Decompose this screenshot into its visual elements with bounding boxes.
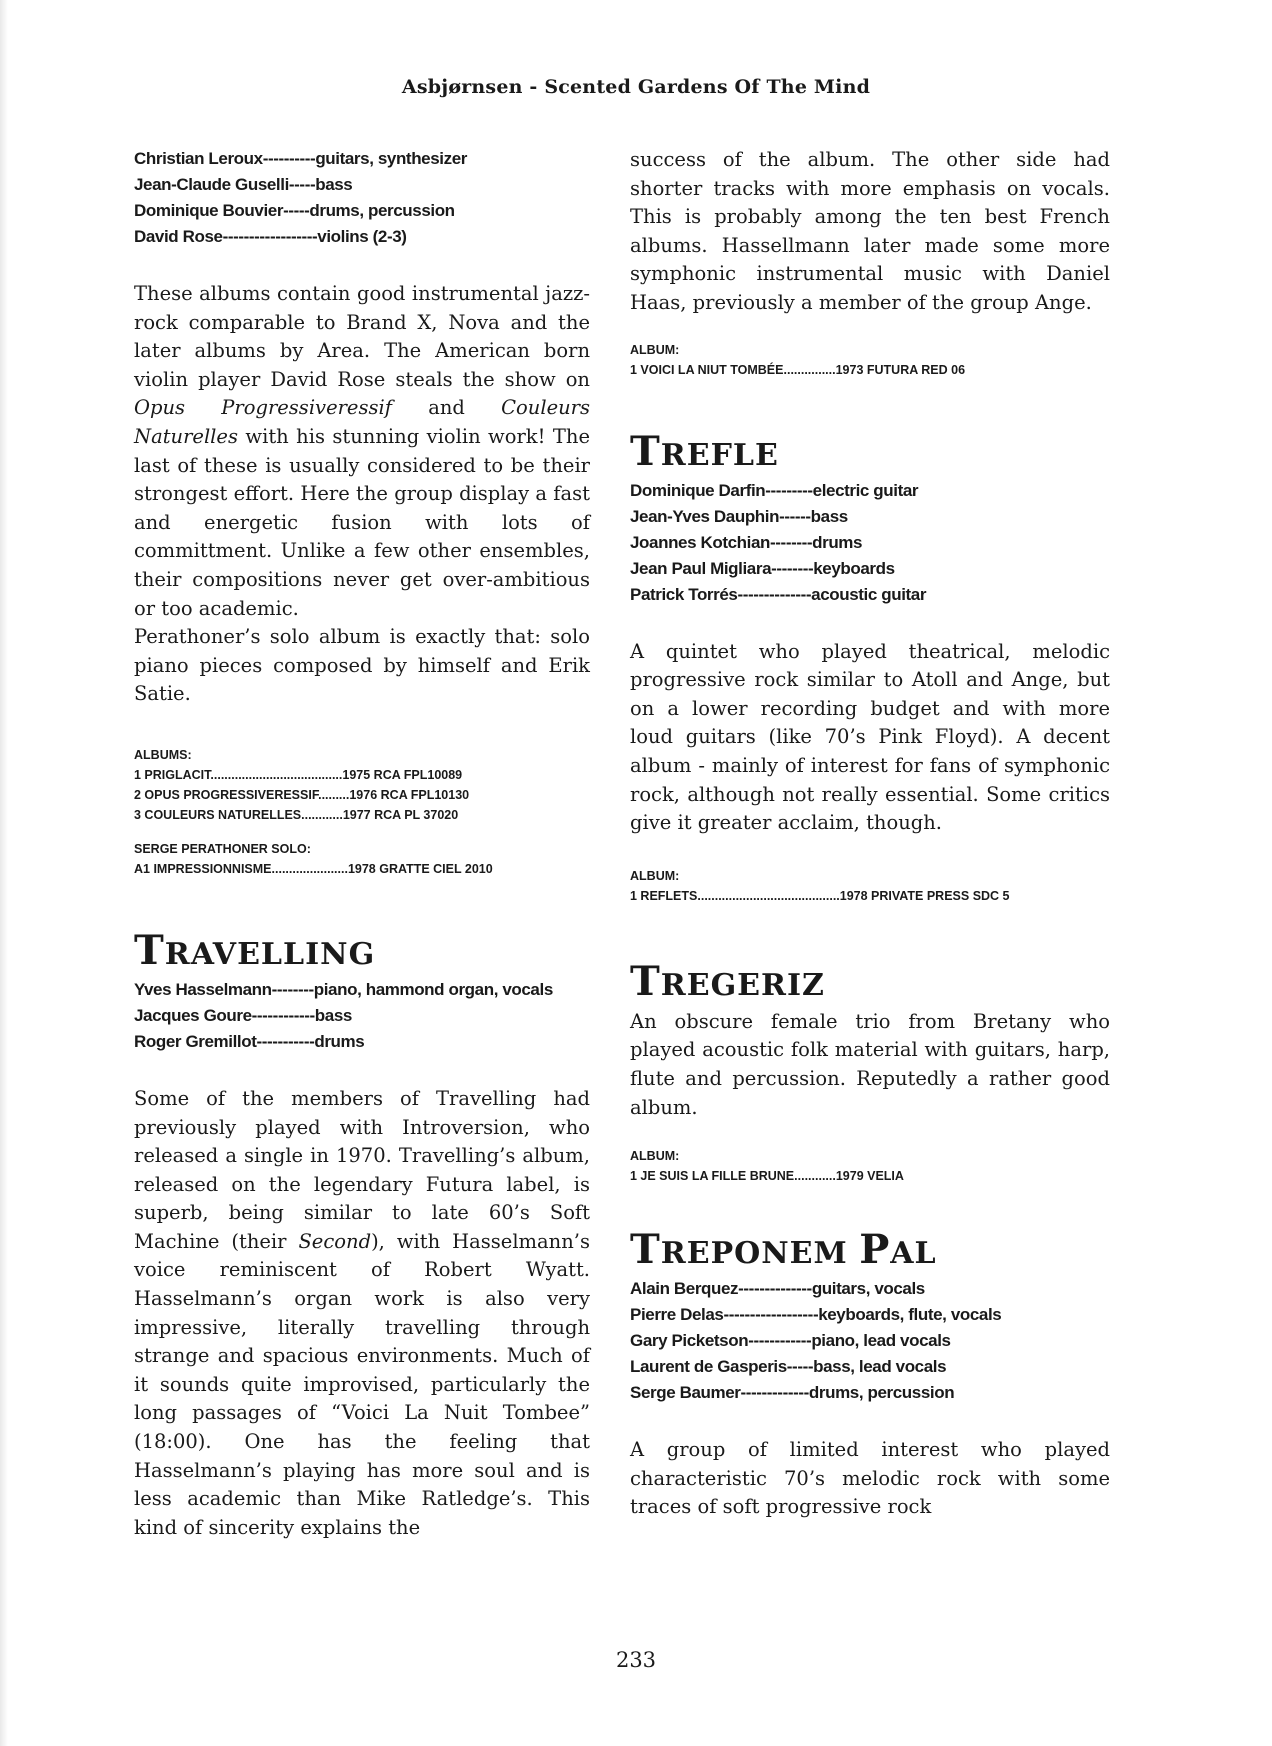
lineup-member: Dominique Bouvier-----drums, percussion (134, 201, 455, 220)
lineup-member: David Rose------------------violins (2-3) (134, 227, 407, 246)
discography-heading: ALBUM: (630, 1149, 680, 1164)
discography (134, 745, 590, 879)
album-entry: 1 JE SUIS LA FILLE BRUNE............1979 VELIA (630, 1169, 904, 1184)
lineup-member: Christian Leroux----------guitars, synthesizer (134, 149, 467, 168)
lineup-member: Roger Gremillot-----------drums (134, 1031, 365, 1051)
album-entry: 1 REFLETS.........................................1978 PRIVATE PRESS SDC 5 (630, 888, 1010, 903)
album-entry: A1 IMPRESSIONNISME......................1978 GRATTE CIEL 2010 (134, 861, 493, 876)
lineup-area (134, 146, 590, 250)
lineup-member: Yves Hasselmann--------piano, hammond organ, vocals (134, 979, 553, 999)
review-paragraph: An obscure female trio from Bretany who played acoustic folk material with guitars, harp, flute and percussion. Reputedly a rather good album. (630, 1009, 1110, 1119)
album-entry: 2 OPUS PROGRESSIVERESSIF.........1976 RCA FPL10130 (134, 787, 470, 802)
lineup-member: Gary Picketson------------piano, lead vocals (630, 1331, 951, 1351)
lineup-member: Jacques Goure------------bass (134, 1005, 352, 1025)
review-paragraph: A group of limited interest who played characteristic 70’s melodic rock with some traces of soft progressive rock (630, 1438, 1110, 1519)
band-title: TREPONEM PAL (630, 1226, 937, 1274)
discography (630, 340, 1110, 380)
lineup-area (134, 977, 590, 1055)
album-entry: 1 PRIGLACIT......................................1975 RCA FPL10089 (134, 767, 463, 782)
album-entry: 3 COULEURS NATURELLES............1977 RCA PL 37020 (134, 807, 459, 822)
right-column (630, 146, 1110, 1522)
lineup-area (630, 1276, 1110, 1406)
lineup-member: Serge Baumer-------------drums, percussion (630, 1383, 955, 1403)
lineup-area (630, 478, 1110, 608)
left-column (134, 146, 590, 1542)
discography-heading: ALBUM: (630, 342, 680, 357)
page-spine-shadow (0, 0, 8, 1746)
review-paragraph: A quintet who played theatrical, melodic progressive rock similar to Atoll and Ange, but on a lower recording budget and with more loud guitars (like 70’s Pink Floyd). A decent album - mainly of interest for fans of symphonic rock, although not really essential. Some critics give it greater acclaim, though. (630, 639, 1110, 835)
discography-heading: ALBUM: (630, 868, 680, 883)
lineup-member: Dominique Darfin---------electric guitar (630, 480, 919, 500)
lineup-member: Pierre Delas------------------keyboards, flute, vocals (630, 1305, 1002, 1325)
band-title: TRAVELLING (134, 926, 376, 974)
review-paragraph: Perathoner’s solo album is exactly that: solo piano pieces composed by himself and Erik Satie. (134, 625, 590, 706)
review-paragraph: success of the album. The other side had shorter tracks with more emphasis on vocals. This is probably among the ten best French albums. Hassellmann later made some more symphonic instrumental music with Daniel Haas, previously a member of the group Ange. (630, 148, 1110, 314)
album-entry: 1 VOICI LA NIUT TOMBÉE...............1973 FUTURA RED 06 (630, 362, 966, 377)
lineup-member: Joannes Kotchian--------drums (630, 532, 863, 552)
discography-heading: SERGE PERATHONER SOLO: (134, 841, 311, 856)
discography-heading: ALBUMS: (134, 747, 192, 762)
lineup-member: Jean-Yves Dauphin------bass (630, 506, 848, 526)
lineup-member: Laurent de Gasperis-----bass, lead vocals (630, 1357, 947, 1377)
review-paragraph: These albums contain good instrumental jazz-rock comparable to Brand X, Nova and the later albums by Area. The American born violin player David Rose steals the show on Opus Progressiveressif and Couleurs Naturelles with his stunning violin work! The last of these is usually considered to be their strongest effort. Here the group display a fast and energetic fusion with lots of committment. Unlike a few other ensembles, their compositions never get over-ambitious or too academic. (134, 282, 590, 620)
lineup-member: Jean Paul Migliara--------keyboards (630, 558, 895, 578)
lineup-member: Jean-Claude Guselli-----bass (134, 175, 353, 194)
discography (630, 1146, 1110, 1186)
running-head: Asbjørnsen - Scented Gardens Of The Mind (401, 76, 871, 98)
page-number: 233 (615, 1648, 657, 1672)
lineup-member: Patrick Torrés--------------acoustic guitar (630, 584, 927, 604)
lineup-member: Alain Berquez--------------guitars, vocals (630, 1279, 925, 1299)
review-paragraph: Some of the members of Travelling had previously played with Introversion, who released a single in 1970. Travelling’s album, released on the legendary Futura label, is superb, being similar to late 60’s Soft Machine (their Second), with Hasselmann’s voice reminiscent of Robert Wyatt. Hasselmann’s organ work is also very impressive, literally travelling through strange and spacious environments. Much of it sounds quite improvised, particularly the long passages of “Voici La Nuit Tombee” (18:00). One has the feeling that Hasselmann’s playing has more soul and is less academic than Mike Ratledge’s. This kind of sincerity explains the (134, 1086, 590, 1539)
band-title: TREFLE (630, 427, 779, 475)
band-title: TREGERIZ (630, 957, 825, 1005)
discography (630, 866, 1110, 906)
